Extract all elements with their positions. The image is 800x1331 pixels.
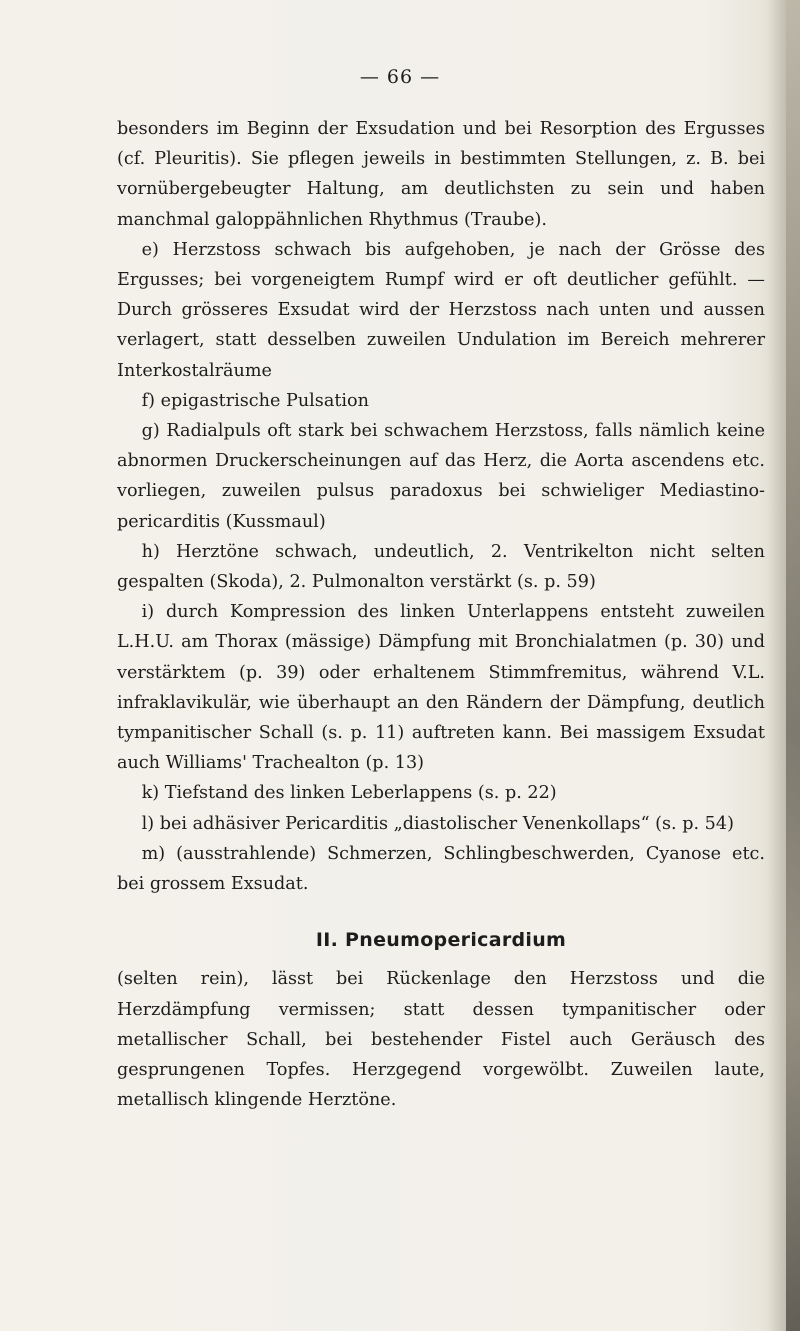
paragraph-item-f: f) epigastrische Pulsation — [141, 390, 369, 411]
section-heading: II. Pneumopericardium — [315, 929, 567, 952]
page-number: — 66 — — [359, 66, 441, 88]
paragraph-item-k: k) Tiefstand des linken Leberlappens (s. p. 22) — [141, 783, 557, 804]
paragraph-item-m: m) (ausstrahlende) Schmerzen, Schlingbeschwerden, Cyanose etc. bei grossem Exsudat. — [117, 843, 765, 895]
paragraph-continuation: besonders im Beginn der Exsudation und bei Resorption des Ergusses (cf. Pleuritis). Sie pflegen jeweils in bestimmten Stellungen, z. B. bei vornübergebeugter Haltung, am deutlichsten zu sein und haben manchmal galoppähnlichen Rhythmus (Traube). — [117, 119, 765, 230]
body-text — [117, 114, 765, 1116]
page-edge-shadow — [768, 0, 786, 1331]
section-paragraph: (selten rein), lässt bei Rückenlage den Herzstoss und die Herzdämpfung vermissen; statt dessen tympanitischer oder metallischer Schall, bei bestehender Fistel auch Geräusch des gesprungenen Topfes. Herzgegend vorgewölbt. Zuweilen laute, metallisch klingende Herztöne. — [117, 969, 765, 1111]
paragraph-item-i: i) durch Kompression des linken Unterlappens entsteht zuweilen L.H.U. am Thorax (mässige) Dämpfung mit Bronchialatmen (p. 30) und verstärktem (p. 39) oder erhaltenem Stimmfremitus, während V.L. infraklavikulär, wie überhaupt an den Rändern der Dämpfung, deutlich tympanitischer Schall (s. p. 11) auftreten kann. Bei massigem Exsudat auch Williams' Trachealton (p. 13) — [117, 602, 765, 774]
paragraph-item-g: g) Radialpuls oft stark bei schwachem Herzstoss, falls nämlich keine abnormen Druckerscheinungen auf das Herz, die Aorta ascendens etc. vorliegen, zuweilen pulsus paradoxus bei schwieliger Mediastino-pericarditis (Kussmaul) — [117, 421, 765, 532]
paragraph-item-l: l) bei adhäsiver Pericarditis „diastolischer Venenkollaps“ (s. p. 54) — [141, 813, 734, 834]
paragraph-item-h: h) Herztöne schwach, undeutlich, 2. Ventrikelton nicht selten gespalten (Skoda), 2. Pulmonalton verstärkt (s. p. 59) — [117, 541, 765, 593]
scanned-page-edge — [786, 0, 800, 1331]
paragraph-item-e: e) Herzstoss schwach bis aufgehoben, je nach der Grösse des Ergusses; bei vorgeneigtem Rumpf wird er oft deutlicher gefühlt. — Durch grösseres Exsudat wird der Herzstoss nach unten und aussen verlagert, statt desselben zuweilen Undulation im Bereich mehrerer Interkostalräume — [117, 239, 765, 381]
